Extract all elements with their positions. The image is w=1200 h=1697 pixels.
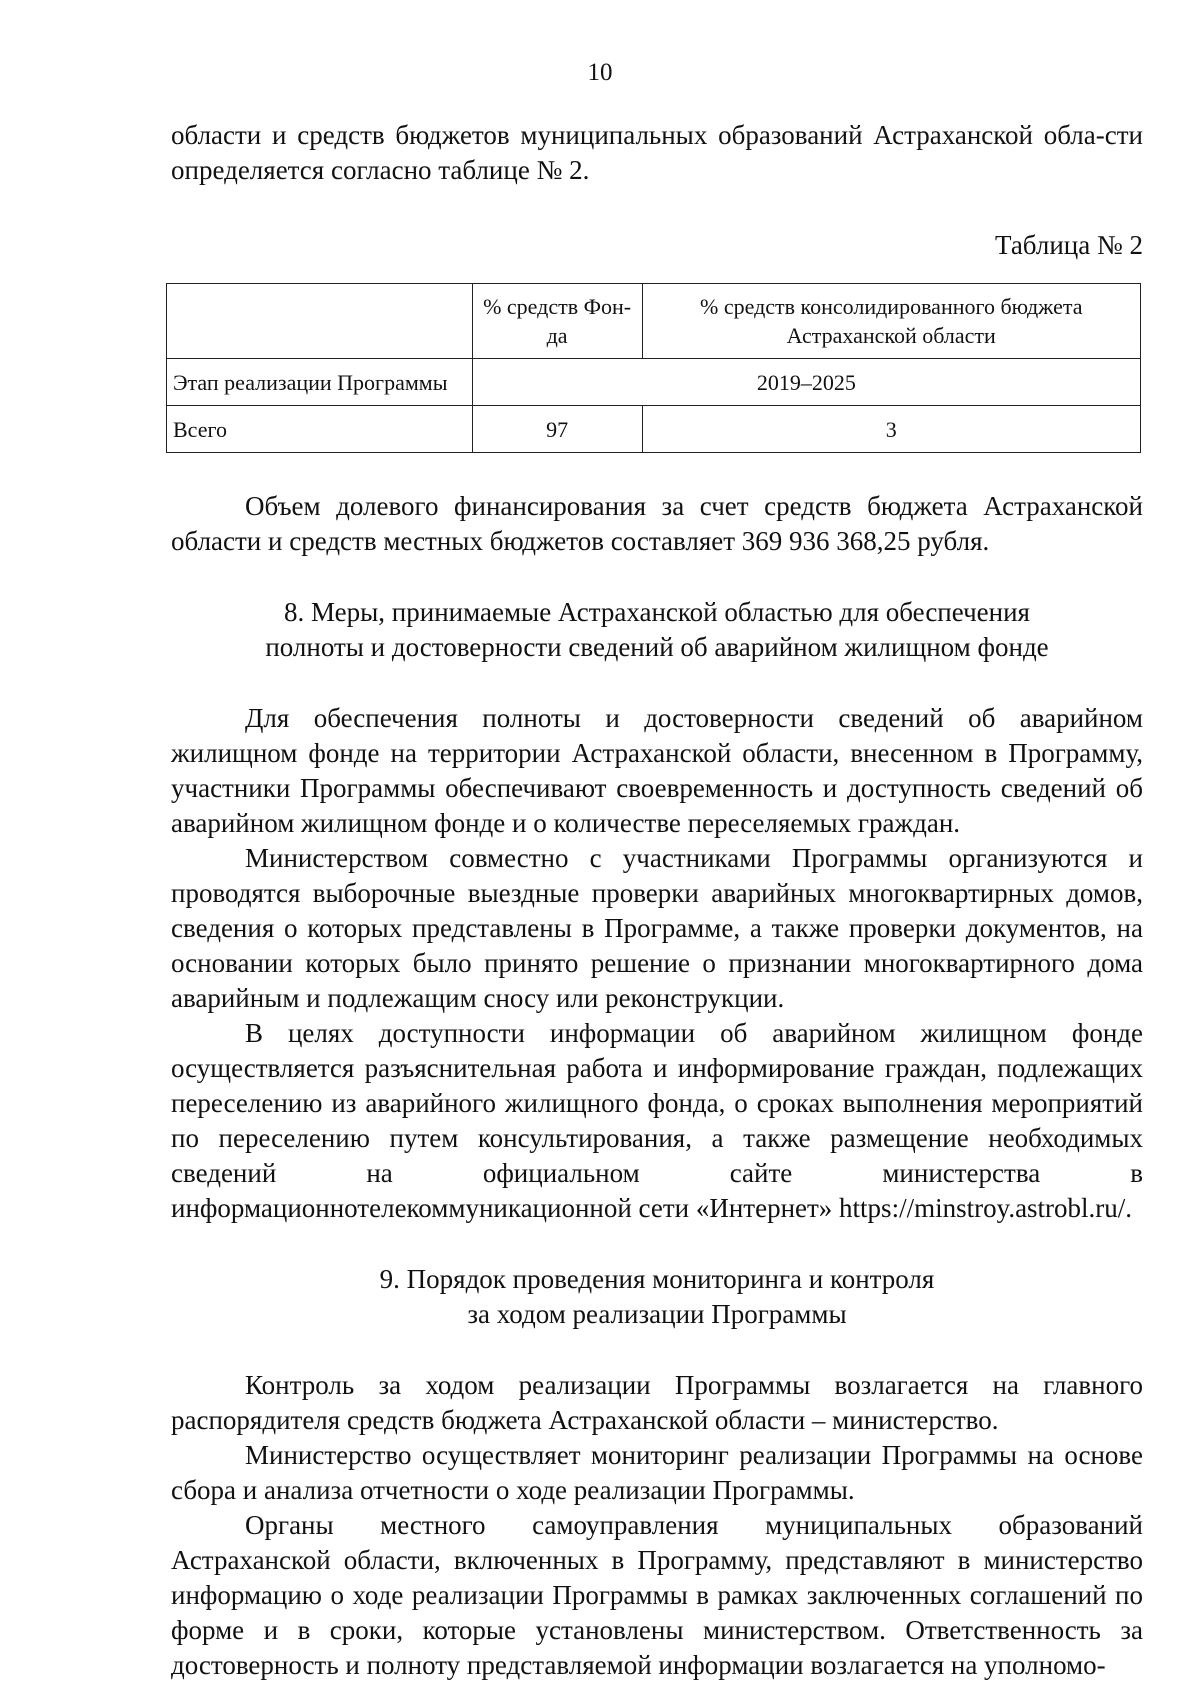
table-caption: Таблица № 2 <box>995 230 1143 260</box>
funding-share-table <box>166 283 1141 453</box>
table-cell-total-fund: 97 <box>472 406 642 453</box>
section-8-heading-line-2: полноты и достоверности сведений об аварийном жилищном фонде <box>265 632 1049 662</box>
section-8-heading-line-1: 8. Меры, принимаемые Астраханской областью для обеспечения <box>284 597 1030 627</box>
page-number: 10 <box>587 59 613 86</box>
section-8-paragraph-3: В целях доступности информации об аварийном жилищном фонде осуществляется разъяснительная работа и информирование граждан, подлежащих переселению из аварийного жилищного фонда, о сроках выполнения мероприятий по переселению путем консультирования, а также размещение необходимых сведений на официальном сайте министерства в информационнотелекоммуникационной сети «Интернет» https://minstroy.astrobl.ru/. <box>171 1018 1143 1223</box>
table-cell-stage-label: Этап реализации Программы <box>167 359 473 406</box>
section-8-paragraph-1: Для обеспечения полноты и достоверности сведений об аварийном жилищном фонде на территории Астраханской области, внесенном в Программу, участники Программы обеспечивают своевременность и доступность сведений об аварийном жилищном фонде и о количестве переселяемых граждан. <box>171 703 1143 838</box>
table-header-row <box>167 284 1141 359</box>
financing-volume-paragraph: Объем долевого финансирования за счет средств бюджета Астраханской области и средств местных бюджетов составляет 369 936 368,25 рубля. <box>171 491 1143 556</box>
section-9-paragraph-3: Органы местного самоуправления муниципальных образований Астраханской области, включенных в Программу, представляют в министерство информацию о ходе реализации Программы в рамках заключенных соглашений по форме и в сроки, которые установлены министерством. Ответственность за достоверность и полноту представляемой информации возлагается на уполномо- <box>171 1510 1143 1680</box>
section-9-heading-line-1: 9. Порядок проведения мониторинга и контроля <box>379 1264 935 1294</box>
page-content <box>171 118 1143 1683</box>
table-cell-stage-period: 2019–2025 <box>472 359 1140 406</box>
section-8-heading <box>171 595 1143 665</box>
table-row-stage <box>167 359 1141 406</box>
table-cell-total-budget: 3 <box>642 406 1140 453</box>
table-row-total <box>167 406 1141 453</box>
section-9-heading <box>171 1262 1143 1332</box>
table-header-empty <box>167 284 473 359</box>
section-8-paragraph-2: Министерством совместно с участниками Программы организуются и проводятся выборочные выездные проверки аварийных многоквартирных домов, сведения о которых представлены в Программе, а также проверки документов, на основании которых было принято решение о признании многоквартирного дома аварийным и подлежащим сносу или реконструкции. <box>171 843 1143 1013</box>
section-9-paragraph-1: Контроль за ходом реализации Программы возлагается на главного распорядителя средств бюджета Астраханской области – министерство. <box>171 1370 1143 1435</box>
table-header-fund-share: % средств Фон-да <box>472 284 642 359</box>
table-header-budget-share: % средств консолидированного бюджета Астраханской области <box>642 284 1140 359</box>
section-9-heading-line-2: за ходом реализации Программы <box>467 1299 847 1329</box>
intro-paragraph: области и средств бюджетов муниципальных образований Астраханской обла-сти определяется согласно таблице № 2. <box>171 120 1143 185</box>
section-9-paragraph-2: Министерство осуществляет мониторинг реализации Программы на основе сбора и анализа отчетности о ходе реализации Программы. <box>171 1440 1143 1505</box>
table-cell-total-label: Всего <box>167 406 473 453</box>
